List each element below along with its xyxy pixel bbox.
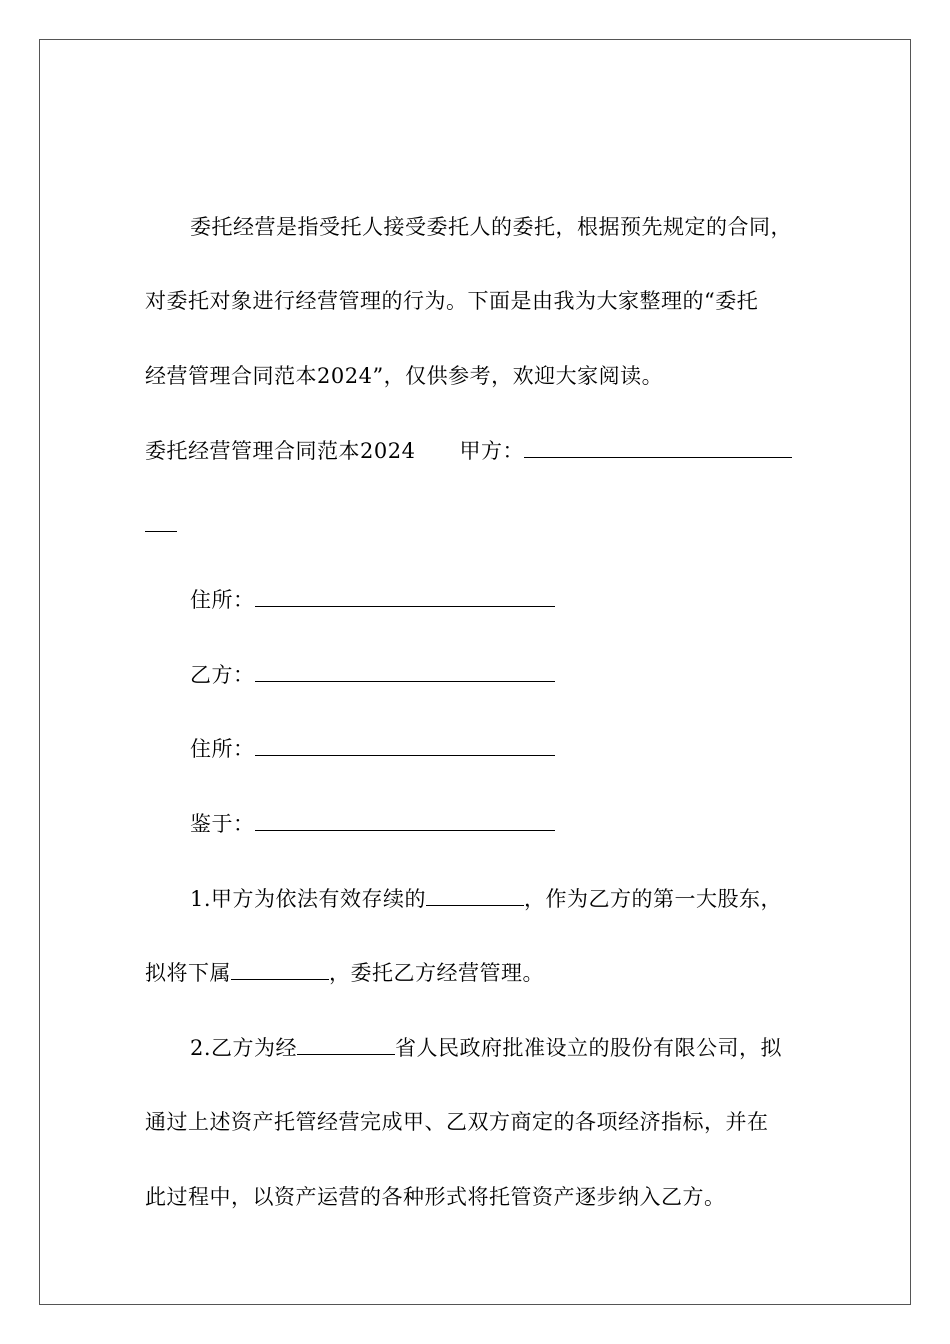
whereas-line <box>190 809 555 839</box>
clause2-line-3: 此过程中，以资产运营的各种形式将托管资产逐步纳入乙方。 <box>145 1185 726 1209</box>
address-b-blank <box>255 735 555 756</box>
clause1-line2-part1: 拟将下属 <box>145 961 231 985</box>
address-a-line <box>190 585 555 615</box>
address-b-label: 住所： <box>190 737 255 761</box>
clause1-line-2 <box>145 958 544 988</box>
clause1-blank-2 <box>231 959 329 980</box>
address-a-blank <box>255 586 555 607</box>
contract-title-line <box>145 436 792 466</box>
party-a-blank-continued-line <box>145 510 177 540</box>
whereas-label: 鉴于： <box>190 812 255 836</box>
party-a-label: 甲方： <box>459 439 524 463</box>
intro-line-3: 经营管理合同范本2024”，仅供参考，欢迎大家阅读。 <box>145 364 664 388</box>
contract-title: 委托经营管理合同范本2024 <box>145 439 416 463</box>
party-a-blank-continued <box>145 511 177 532</box>
clause2-part1: 2.乙方为经 <box>190 1036 298 1060</box>
party-b-label: 乙方： <box>190 663 255 687</box>
clause2-blank <box>297 1034 395 1055</box>
clause1-line-1 <box>190 884 782 914</box>
clause1-line2-part2: ，委托乙方经营管理。 <box>329 961 544 985</box>
clause1-part1: 1.甲方为依法有效存续的 <box>190 887 427 911</box>
whereas-blank <box>255 810 555 831</box>
party-b-line <box>190 660 555 690</box>
intro-line-1: 委托经营是指受托人接受委托人的委托，根据预先规定的合同， <box>190 215 792 239</box>
clause1-part2: ，作为乙方的第一大股东， <box>524 887 783 911</box>
clause2-line-1 <box>190 1033 782 1063</box>
clause2-part2: 省人民政府批准设立的股份有限公司，拟 <box>395 1036 783 1060</box>
clause2-line-2: 通过上述资产托管经营完成甲、乙双方商定的各项经济指标，并在 <box>145 1110 769 1134</box>
intro-line-2: 对委托对象进行经营管理的行为。下面是由我为大家整理的“委托 <box>145 289 759 313</box>
address-a-label: 住所： <box>190 588 255 612</box>
address-b-line <box>190 734 555 764</box>
party-b-blank <box>255 661 555 682</box>
party-a-blank <box>524 437 792 458</box>
clause1-blank-1 <box>426 885 524 906</box>
